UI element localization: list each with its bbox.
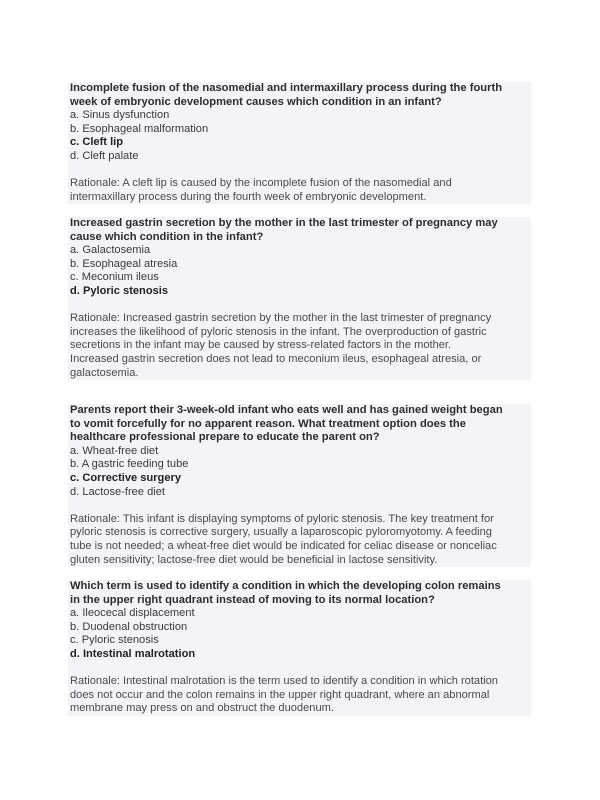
question-3-option-a: a. Wheat-free diet xyxy=(70,444,159,457)
question-2-option-d-correct: d. Pyloric stenosis xyxy=(70,284,169,297)
question-1-rationale-line-1: Rationale: A cleft lip is caused by the incomplete fusion of the nasomedial and xyxy=(70,177,452,190)
question-2-option-a: a. Galactosemia xyxy=(70,244,151,257)
question-2-rationale-line-1: Rationale: Increased gastrin secretion by the mother in the last trimester of pregnancy xyxy=(70,312,492,325)
question-2-text-line-1: Increased gastrin secretion by the mother in the last trimester of pregnancy may xyxy=(70,217,498,229)
question-2-text-line-2: cause which condition in the infant? xyxy=(70,230,264,243)
question-3-text-line-1: Parents report their 3-week-old infant who eats well and has gained weight began xyxy=(70,404,503,416)
question-3-option-c-correct: c. Corrective surgery xyxy=(70,471,181,484)
question-4-rationale-line-2: does not occur and the colon remains in the upper right quadrant, where an abnormal xyxy=(70,688,490,701)
question-1-option-c-correct: c. Cleft lip xyxy=(70,136,124,149)
spacer xyxy=(70,662,529,676)
question-4-option-b: b. Duodenal obstruction xyxy=(70,620,188,633)
question-2-rationale-line-4: Increased gastrin secretion does not lead to meconium ileus, esophageal atresia, or xyxy=(70,352,482,365)
question-2-rationale-line-2: increases the likelihood of pyloric stenosis in the infant. The overproduction of gastric xyxy=(70,325,487,338)
question-4-rationale-line-1: Rationale: Intestinal malrotation is the term used to identify a condition in which rotation xyxy=(70,675,498,688)
question-block-1 xyxy=(68,82,531,204)
question-4-option-a: a. Ileocecal displacement xyxy=(70,607,195,620)
question-4-rationale-line-3: membrane may press on and obstruct the duodenum. xyxy=(70,702,334,715)
question-2-option-b: b. Esophageal atresia xyxy=(70,257,178,270)
spacer xyxy=(70,164,529,178)
question-3-rationale-line-4: gluten sensitivity; lactose-free diet would be beneficial in lactose sensitivity. xyxy=(70,553,438,566)
question-1-text-line-1: Incomplete fusion of the nasomedial and intermaxillary process during the fourth xyxy=(70,82,503,94)
question-block-2 xyxy=(68,217,531,380)
question-4-option-d-correct: d. Intestinal malrotation xyxy=(70,647,196,660)
question-2-rationale-line-3: secretions in the infant may be caused by stress-related factors in the mother. xyxy=(70,339,452,352)
question-3-rationale-line-3: tube is not needed; a wheat-free diet would be indicated for celiac disease or nonceliac xyxy=(70,539,497,552)
question-3-option-b: b. A gastric feeding tube xyxy=(70,458,189,471)
question-3-rationale-line-1: Rationale: This infant is displaying symptoms of pyloric stenosis. The key treatment for xyxy=(70,512,494,525)
question-2-option-c: c. Meconium ileus xyxy=(70,271,159,284)
question-1-option-d: d. Cleft palate xyxy=(70,149,139,162)
question-3-option-d: d. Lactose-free diet xyxy=(70,485,165,498)
question-4-text-line-1: Which term is used to identify a condition in which the developing colon remains xyxy=(70,580,501,592)
question-block-3 xyxy=(68,404,531,567)
question-1-option-b: b. Esophageal malformation xyxy=(70,122,209,135)
question-3-rationale-line-2: pyloric stenosis is corrective surgery, usually a laparoscopic pyloromyotomy. A feeding xyxy=(70,526,492,539)
question-4-text-line-2: in the upper right quadrant instead of moving to its normal location? xyxy=(70,593,435,606)
question-3-text-line-3: healthcare professional prepare to educate the parent on? xyxy=(70,431,380,444)
spacer xyxy=(70,499,529,513)
question-1-option-a: a. Sinus dysfunction xyxy=(70,109,170,122)
question-2-rationale-line-5: galactosemia. xyxy=(70,366,139,379)
question-1-rationale-line-2: intermaxillary process during the fourth week of embryonic development. xyxy=(70,190,427,203)
question-1-text-line-2: week of embryonic development causes which condition in an infant? xyxy=(70,95,442,108)
question-3-text-line-2: to vomit forcefully for no apparent reason. What treatment option does the xyxy=(70,417,466,430)
spacer xyxy=(70,299,529,313)
question-4-option-c: c. Pyloric stenosis xyxy=(70,634,159,647)
question-block-4 xyxy=(68,580,531,716)
